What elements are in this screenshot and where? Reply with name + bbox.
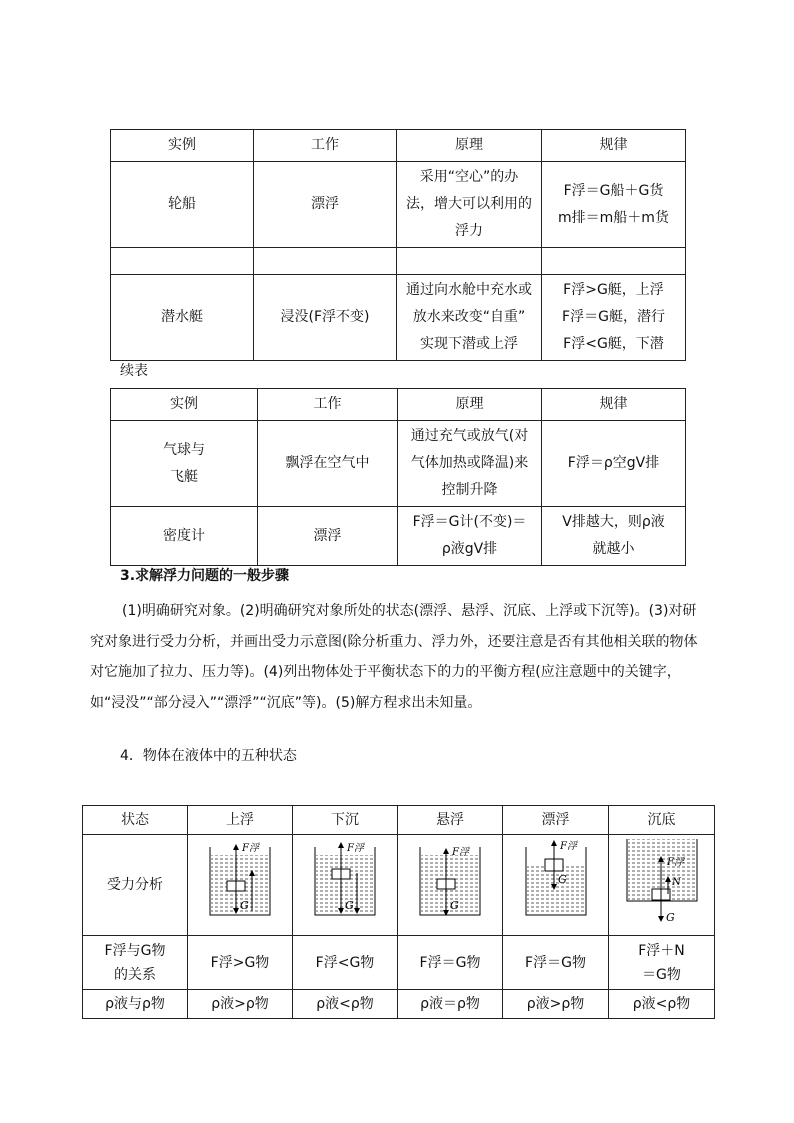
gravity-label: G xyxy=(450,899,459,912)
force-row-label: 受力分析 xyxy=(83,835,188,936)
header-cell: 原理 xyxy=(397,130,542,162)
header-cell: 实例 xyxy=(111,130,254,162)
work-cell: 飘浮在空气中 xyxy=(258,421,398,507)
law-cell: F浮＝ρ空gV排 xyxy=(542,421,686,507)
work-cell: 漂浮 xyxy=(258,507,398,566)
header-cell: 规律 xyxy=(542,130,686,162)
gravity-label: G xyxy=(240,899,249,912)
buoyancy-label: F浮 xyxy=(452,847,469,858)
relation-cell: F浮＝G物 xyxy=(398,936,503,990)
principle-cell: 通过向水舱中充水或 放水来改变“自重” 实现下潜或上浮 xyxy=(397,275,542,361)
table-header-row xyxy=(111,130,686,162)
gravity-label: G xyxy=(345,899,354,912)
sinking-diagram xyxy=(295,837,395,925)
empty-cell xyxy=(111,248,254,275)
principle-table xyxy=(110,129,686,361)
table-row xyxy=(111,507,686,566)
empty-cell xyxy=(254,248,397,275)
header-cell: 工作 xyxy=(258,389,398,421)
table-row xyxy=(111,421,686,507)
law-cell: F浮＝G船＋G货 m排＝m船＋m货 xyxy=(542,162,686,248)
rising-diagram xyxy=(190,837,290,925)
empty-cell xyxy=(542,248,686,275)
law-cell: F浮>G艇，上浮 F浮＝G艇，潜行 F浮<G艇，下潜 xyxy=(542,275,686,361)
header-cell: 工作 xyxy=(254,130,397,162)
diagram-cell xyxy=(188,835,293,936)
relation-cell: F浮＋N ＝G物 xyxy=(609,936,715,990)
header-cell: 下沉 xyxy=(293,806,398,835)
density-cell: ρ液<ρ物 xyxy=(293,990,398,1019)
density-cell: ρ液>ρ物 xyxy=(503,990,609,1019)
five-states-table xyxy=(82,805,715,1019)
density-label: ρ液与ρ物 xyxy=(83,990,188,1019)
relation-cell: F浮<G物 xyxy=(293,936,398,990)
work-cell: 浸没(F浮不变) xyxy=(254,275,397,361)
relation-label: F浮与G物 的关系 xyxy=(83,936,188,990)
diagram-cell xyxy=(609,835,715,936)
suspended-diagram xyxy=(400,837,500,925)
law-cell: V排越大，则ρ液 就越小 xyxy=(542,507,686,566)
sunk-diagram xyxy=(612,837,712,925)
diagram-cell xyxy=(398,835,503,936)
header-cell: 实例 xyxy=(111,389,258,421)
example-cell: 轮船 xyxy=(111,162,254,248)
table-header-row xyxy=(111,389,686,421)
buoyancy-label: F浮 xyxy=(347,843,364,854)
density-row xyxy=(83,990,715,1019)
continued-label: 续表 xyxy=(120,363,148,379)
empty-cell xyxy=(397,248,542,275)
table-row xyxy=(111,275,686,361)
principle-cell: 采用“空心”的办 法，增大可以利用的 浮力 xyxy=(397,162,542,248)
table-row-empty xyxy=(111,248,686,275)
relation-cell: F浮>G物 xyxy=(188,936,293,990)
principle-table-continued xyxy=(110,388,686,566)
section-4-title: 4．物体在液体中的五种状态 xyxy=(120,748,297,764)
density-cell: ρ液<ρ物 xyxy=(609,990,715,1019)
buoyancy-label: F浮 xyxy=(666,857,684,868)
table-header-row xyxy=(83,806,715,835)
relation-cell: F浮＝G物 xyxy=(503,936,609,990)
diagram-cell xyxy=(293,835,398,936)
work-cell: 漂浮 xyxy=(254,162,397,248)
header-cell: 漂浮 xyxy=(503,806,609,835)
gravity-label: G xyxy=(557,873,567,886)
example-cell: 潜水艇 xyxy=(111,275,254,361)
table-row xyxy=(111,162,686,248)
section-3-body: (1)明确研究对象。(2)明确研究对象所处的状态(漂浮、悬浮、沉底、上浮或下沉等)。(3)对研究对象进行受力分析，并画出受力示意图(除分析重力、浮力外，还要注意是否有其他相关联的物体对它施加了拉力、压力等)。(4)列出物体处于平衡状态下的力的平衡方程(应注意题中的关键字，如“浸没”“部分浸入”“漂浮”“沉底”等)。(5)解方程求出未知量。 xyxy=(90,603,698,711)
normal-label: N xyxy=(671,877,681,888)
principle-cell: 通过充气或放气(对 气体加热或降温)来 控制升降 xyxy=(398,421,542,507)
gravity-label: G xyxy=(665,911,675,924)
header-cell: 状态 xyxy=(83,806,188,835)
density-cell: ρ液＝ρ物 xyxy=(398,990,503,1019)
diagram-cell xyxy=(503,835,609,936)
header-cell: 悬浮 xyxy=(398,806,503,835)
section-3-title: 3.求解浮力问题的一般步骤 xyxy=(120,568,290,584)
density-cell: ρ液>ρ物 xyxy=(188,990,293,1019)
header-cell: 规律 xyxy=(542,389,686,421)
buoyancy-label: F浮 xyxy=(559,841,577,852)
header-cell: 原理 xyxy=(398,389,542,421)
relation-row xyxy=(83,936,715,990)
header-cell: 沉底 xyxy=(609,806,715,835)
force-analysis-row xyxy=(83,835,715,936)
floating-diagram xyxy=(506,837,606,925)
header-cell: 上浮 xyxy=(188,806,293,835)
buoyancy-label: F浮 xyxy=(242,843,259,854)
principle-cell: F浮＝G计(不变)＝ ρ液gV排 xyxy=(398,507,542,566)
example-cell: 密度计 xyxy=(111,507,258,566)
example-cell: 气球与 飞艇 xyxy=(111,421,258,507)
